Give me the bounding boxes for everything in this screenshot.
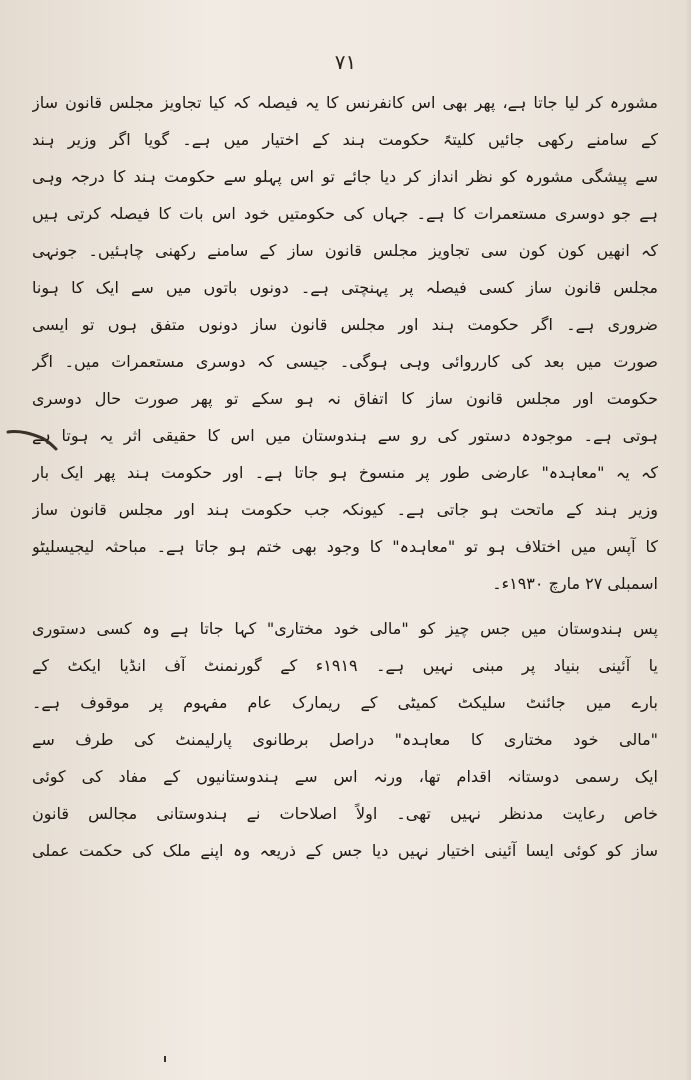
text-line: مشورہ کر لیا جاتا ہے، پھر بھی اس کانفرنس کا یہ فیصلہ کہ کیا تجاویز مجلس قانون ساز bbox=[32, 93, 658, 112]
text-line: "مالی خود مختاری کا معاہدہ" دراصل برطانوی پارلیمنٹ کی طرف سے bbox=[32, 730, 658, 749]
text-line: ضروری ہے۔ اگر حکومت ہند اور مجلس قانون ساز دونوں متفق ہوں تو ایسی bbox=[32, 315, 658, 334]
text-line: ہے جو دوسری مستعمرات کا ہے۔ جہاں کی حکومتیں خود اس بات کا فیصلہ کرتی ہیں bbox=[32, 204, 658, 223]
text-line: سے پیشگی مشورہ کو نظر انداز کر دیا جائے تو اس پہلو سے حکومت ہند کا درجہ وہی bbox=[32, 167, 658, 186]
page-body-text bbox=[32, 92, 658, 877]
text-line: ایک رسمی دوستانہ اقدام تھا، ورنہ اس سے ہندوستانیوں کے مفاد کی کوئی bbox=[32, 767, 658, 786]
text-line: ہوتی ہے۔ موجودہ دستور کی رو سے ہندوستان میں اس کا حقیقی اثر یہ ہوتا ہے bbox=[32, 426, 658, 445]
page-number: ۷۱ bbox=[334, 50, 357, 74]
text-line: صورت میں بعد کی کارروائی وہی ہوگی۔ جیسی کہ دوسری مستعمرات میں۔ اگر bbox=[32, 352, 658, 371]
text-line: کے سامنے رکھی جائیں کلیتہً حکومت ہند کے اختیار میں ہے۔ گویا اگر وزیر ہند bbox=[32, 130, 658, 149]
text-line: مجلس قانون ساز کسی فیصلہ پر پہنچتی ہے۔ دونوں باتوں میں سے ایک کا ہونا bbox=[32, 278, 658, 297]
text-line: پس ہندوستان میں جس چیز کو "مالی خود مختاری" کہا جاتا ہے وہ کسی دستوری bbox=[32, 619, 658, 638]
ink-speck bbox=[164, 1056, 166, 1062]
text-line: ساز کو کوئی ایسا آئینی اختیار نہیں دیا جس کے ذریعہ وہ اپنے ملک کی حکمت عملی bbox=[32, 841, 658, 860]
text-line: کہ انھیں کون کون سی تجاویز مجلس قانون ساز کے سامنے رکھنی چاہئیں۔ جونہی bbox=[32, 241, 658, 260]
citation-line: اسمبلی ۲۷ مارچ ۱۹۳۰ء۔ bbox=[492, 574, 658, 593]
page-edge-shadow bbox=[685, 0, 691, 1080]
text-line: کا آپس میں اختلاف ہو تو "معاہدہ" کا وجود بھی ختم ہو جاتا ہے۔ مباحثہ لیجیسلیٹو bbox=[32, 537, 658, 556]
text-line: حکومت اور مجلس قانون ساز کا اتفاق نہ ہو سکے تو پھر صورت حال دوسری bbox=[32, 389, 658, 408]
text-line: یا آئینی بنیاد پر مبنی نہیں ہے۔ ۱۹۱۹ء کے گورنمنٹ آف انڈیا ایکٹ کے bbox=[32, 656, 658, 675]
text-line: خاص رعایت مدنظر نہیں تھی۔ اولاً اصلاحات نے ہندوستانی مجالس قانون bbox=[32, 804, 658, 823]
text-line: وزیر ہند کے ماتحت ہو جاتی ہے۔ کیونکہ جب حکومت ہند اور مجلس قانون ساز bbox=[32, 500, 658, 519]
text-line: کہ یہ "معاہدہ" عارضی طور پر منسوخ ہو جاتا ہے۔ اور حکومت ہند پھر ایک بار bbox=[32, 463, 658, 482]
ink-scratch-mark bbox=[6, 428, 58, 452]
text-line: بارے میں جائنٹ سلیکٹ کمیٹی کے ریمارک عام مفہوم پر موقوف ہے۔ bbox=[32, 693, 658, 712]
